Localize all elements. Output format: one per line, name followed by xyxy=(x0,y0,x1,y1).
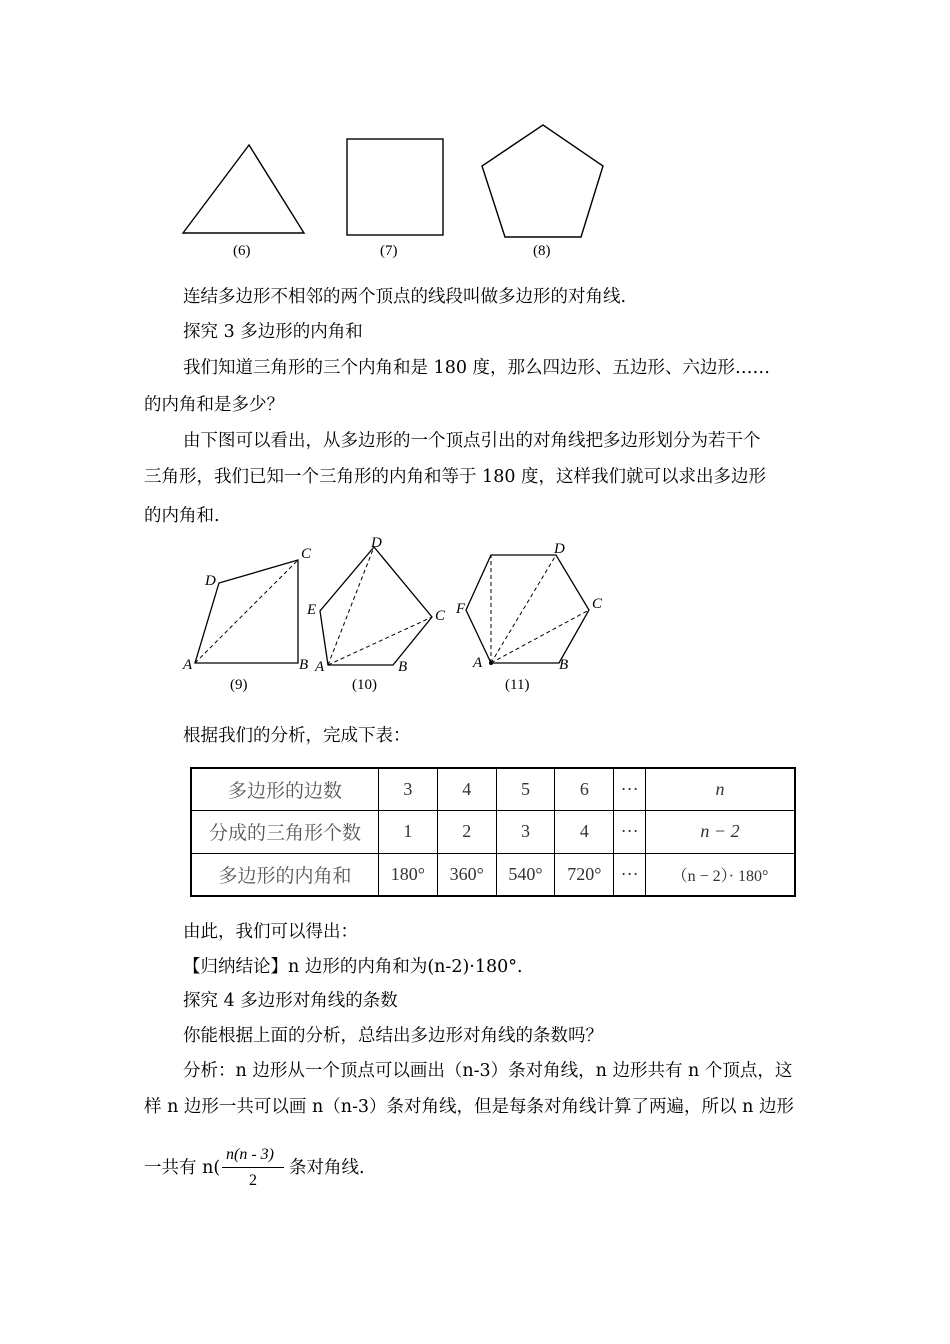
paragraph-analysis-3: 的内角和. xyxy=(144,506,220,526)
top-figures xyxy=(170,115,620,240)
fig11-label-f: F xyxy=(456,601,466,617)
table-cell: 2 xyxy=(437,811,496,853)
table-row-header: 多边形的内角和 xyxy=(191,853,379,896)
paragraph-diagonal-definition: 连结多边形不相邻的两个顶点的线段叫做多边形的对角线. xyxy=(183,287,627,307)
table-cell: 360° xyxy=(437,853,496,896)
paragraph-analysis-2: 三角形，我们已知一个三角形的内角和等于 180 度，这样我们就可以求出多边形 xyxy=(144,467,767,487)
table-cell: 720° xyxy=(555,853,614,896)
table-cell: 4 xyxy=(555,811,614,853)
formula-suffix: 条对角线. xyxy=(289,1158,365,1178)
table-cell: （n − 2）· 180° xyxy=(646,853,796,896)
fig9-label-c: C xyxy=(301,546,312,562)
table-row xyxy=(191,811,795,853)
fig10-label-d: D xyxy=(371,535,382,551)
fig11-label-d: D xyxy=(554,541,565,557)
polygon-table xyxy=(190,767,796,897)
paragraph-complete-table: 根据我们的分析，完成下表： xyxy=(183,726,411,746)
paragraph-conclusion: 【归纳结论】n 边形的内角和为(n-2)·180°. xyxy=(183,957,523,977)
fraction-bar xyxy=(222,1167,284,1168)
fraction-numerator: n(n - 3) xyxy=(226,1146,274,1163)
paragraph-diagonal-analysis-2: 样 n 边形一共可以画 n（n-3）条对角线，但是每条对角线计算了两遍，所以 n 边形 xyxy=(144,1097,794,1117)
fig10-label-c: C xyxy=(435,608,446,624)
triangle-shape xyxy=(183,145,304,233)
table-cell: 4 xyxy=(437,768,496,811)
fig11-label-b: B xyxy=(559,657,569,673)
table-row xyxy=(191,853,795,896)
table-cell: 3 xyxy=(379,768,438,811)
fig9-label-a: A xyxy=(183,657,193,673)
hexagon-diagonal-ad xyxy=(491,555,556,663)
caption-10: (10) xyxy=(352,677,377,693)
table-row xyxy=(191,768,795,811)
table-cell: ··· xyxy=(614,853,646,896)
formula-prefix: 一共有 n( xyxy=(144,1158,221,1178)
paragraph-diagonal-question: 你能根据上面的分析，总结出多边形对角线的条数吗？ xyxy=(183,1026,603,1046)
paragraph-angle-sum-question-1: 我们知道三角形的三个内角和是 180 度，那么四边形、五边形、六边形…… xyxy=(183,358,771,378)
table-cell: 540° xyxy=(496,853,555,896)
paragraph-analysis-1: 由下图可以看出，从多边形的一个顶点引出的对角线把多边形划分为若干个 xyxy=(183,431,761,451)
table-row-header: 多边形的边数 xyxy=(191,768,379,811)
table-cell: n − 2 xyxy=(646,811,796,853)
hexagon-vertex-a-dot xyxy=(489,661,493,665)
fig9-label-b: B xyxy=(299,657,309,673)
fig9-label-d: D xyxy=(205,573,216,589)
table-cell: 3 xyxy=(496,811,555,853)
fig10-label-e: E xyxy=(307,602,317,618)
fig11-label-c: C xyxy=(592,596,603,612)
pentagon-shape xyxy=(482,125,603,237)
fig11-label-a: A xyxy=(473,655,483,671)
paragraph-angle-sum-question-2: 的内角和是多少？ xyxy=(144,395,284,415)
table-cell: 5 xyxy=(496,768,555,811)
paragraph-conclusion-intro: 由此，我们可以得出： xyxy=(183,922,358,942)
caption-9: (9) xyxy=(230,677,248,693)
pentagon-diagonal-shape xyxy=(320,547,432,665)
caption-8: (8) xyxy=(533,243,551,259)
table-cell: 1 xyxy=(379,811,438,853)
heading-explore-4: 探究 4 多边形对角线的条数 xyxy=(183,991,398,1011)
fig10-label-a: A xyxy=(315,659,325,675)
fig10-label-b: B xyxy=(398,659,408,675)
fraction-denominator: 2 xyxy=(249,1172,257,1189)
heading-explore-3: 探究 3 多边形的内角和 xyxy=(183,322,363,342)
table-cell: ··· xyxy=(614,768,646,811)
table-row-header: 分成的三角形个数 xyxy=(191,811,379,853)
table-cell: ··· xyxy=(614,811,646,853)
table-cell: n xyxy=(646,768,796,811)
table-cell: 6 xyxy=(555,768,614,811)
table-cell: 180° xyxy=(379,853,438,896)
caption-7: (7) xyxy=(380,243,398,259)
caption-6: (6) xyxy=(233,243,251,259)
square-shape xyxy=(347,139,443,235)
hexagon-shape xyxy=(466,555,589,663)
paragraph-diagonal-analysis-1: 分析：n 边形从一个顶点可以画出（n-3）条对角线，n 边形共有 n 个顶点，这 xyxy=(183,1061,793,1081)
caption-11: (11) xyxy=(505,677,530,693)
